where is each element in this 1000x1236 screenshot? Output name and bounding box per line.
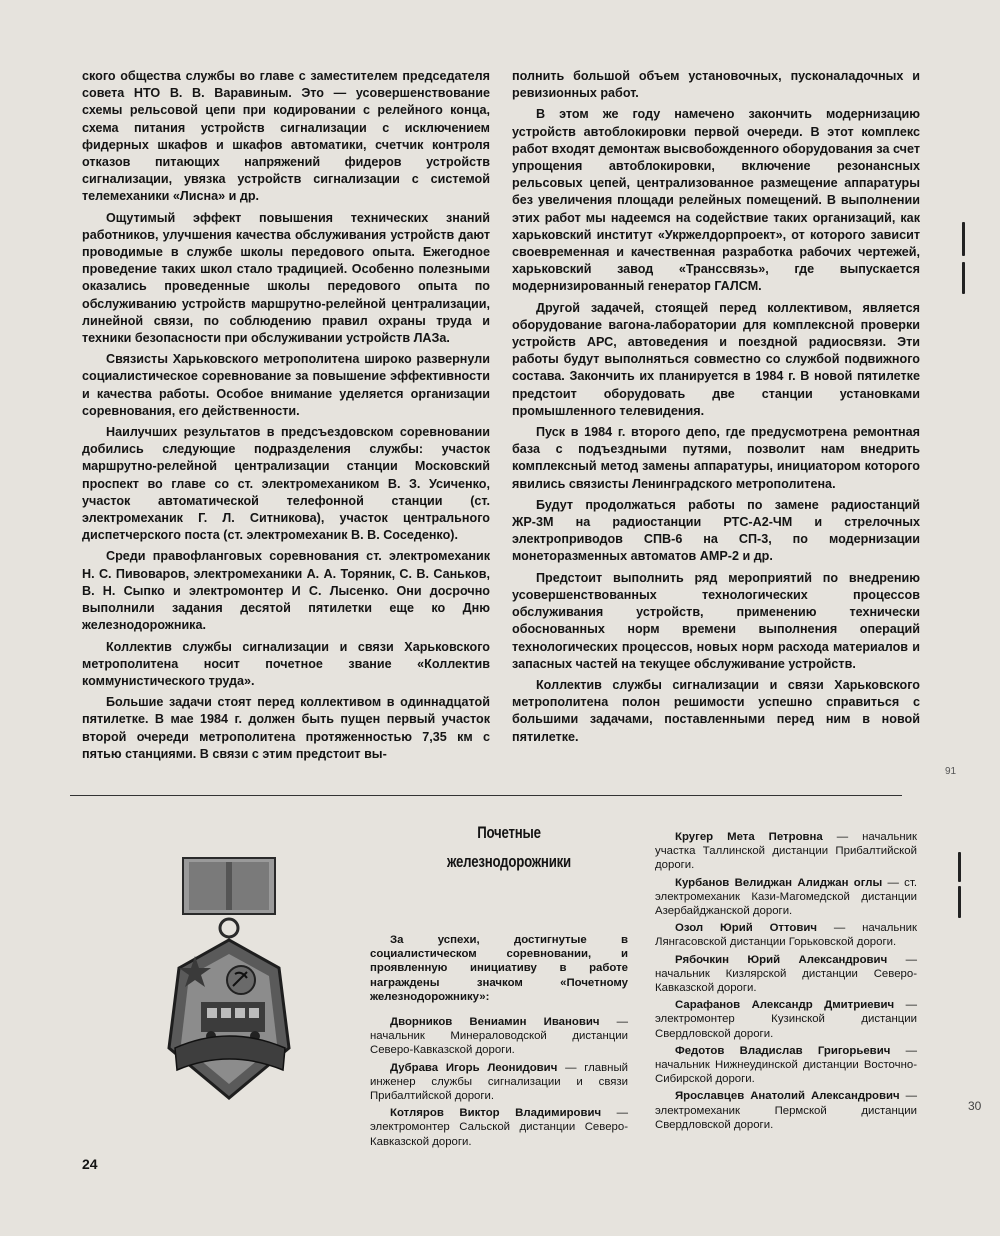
paragraph: Связисты Харьковского метрополитена широко развернули социалистическое соревнование за повышение эффективности и качества работы. Особое внимание уделяется организации соревнования, его действенности. [82,352,490,418]
person-desc: — начальник участка Таллинской дистанции Прибалтийской дороги. [655,831,917,872]
list-item [370,1061,628,1104]
person-desc: — главный инженер службы сигнализации и связи Прибалтийской дороги. [370,1061,629,1103]
paragraph: Коллектив службы сигнализации и связи Харьковского метрополитена носит почетное звание «Коллектив коммунистического труда». [82,639,490,688]
honorees-list-right [655,830,917,1135]
margin-mark [962,222,965,256]
section-divider [70,795,902,796]
page-number: 24 [82,1156,98,1172]
person-desc: — начальник Лянгасовской дистанции Горьковской дороги. [655,922,917,949]
margin-number: 91 [945,766,957,777]
margin-mark [958,852,961,882]
article-right-column [512,68,920,750]
list-item [655,921,917,949]
list-item [655,998,917,1041]
paragraph: Ощутимый эффект повышения технических знаний работников, улучшения качества обслуживания устройств дают проводимые в службе школы передового опыта. Ежегодное проведение таких школ стало традицией. Особенно полезными оказались проведенные школы передового опыта по обслуживанию устройств маршрутно-релейной централизации, линейной связи, по соблюдению правил охраны труда и техники безопасности при обслуживании устройств ЛАЗа. [82,210,490,346]
person-desc: — электромеханик Пермской дистанции Свердловской дороги. [655,1090,917,1131]
person-name: Ярославцев Анатолий Александрович [675,1090,900,1103]
honorary-railwayman-badge-icon [155,848,305,1108]
honors-intro [370,933,628,1007]
person-name: Кругер Мета Петровна [675,831,823,843]
honorees-list-middle [370,1015,628,1152]
person-name: Сарафанов Александр Дмитриевич [675,999,895,1012]
margin-mark [958,886,961,918]
person-desc: — начальник Кизлярской дистанции Северо-Кавказской дороги. [655,953,917,995]
list-item [655,1089,917,1132]
person-name: Федотов Владислав Григорьевич [675,1044,891,1057]
person-desc: — электромонтер Кузинской дистанции Свердловской дороги. [655,999,917,1040]
paragraph: Большие задачи стоят перед коллективом в одиннадцатой пятилетке. В мае 1984 г. должен быть пущен первый участок второй очереди метрополитена протяженностью 7,35 км с пятью станциями. В связи с этим предстоит вы- [82,695,490,761]
list-item [655,1044,917,1087]
person-name: Дворников Вениамин Иванович [390,1016,600,1028]
section-title-line1: Почетные [477,823,541,842]
paragraph: ского общества службы во главе с заместителем председателя совета НТО В. В. Варавиным. Это — усовершенствование схемы рельсовой цепи при кодировании с релейного конца, схема питания устройств сигнализации с исключением фидерных шкафов и шкафов автоматики, счетчик контроля отказов питающих напряжений фидеров устройств сигнализации, увязка устройств сигнализации с системой телемеханики «Лисна» и др. [82,69,490,204]
paragraph: Будут продолжаться работы по замене радиостанций ЖР-3М на радиостанции РТС-А2-ЧМ и стрелочных электроприводов СПВ-6 на СП-3, по модернизации монеторазменных автоматов АМР-2 и др. [512,497,920,564]
list-item [655,876,917,919]
intro-text: За успехи, достигнутые в социалистическом соревновании, и проявленную инициативу в работе награждены значком «Почетному железнодорожнику»: [370,934,628,1003]
list-item [655,953,917,996]
list-item [655,830,917,873]
margin-number: 30 [968,1099,982,1113]
paragraph: Коллектив службы сигнализации и связи Харьковского метрополитена полон решимости успешно справиться с большими задачами, поставленными перед ним в новой пятилетке. [512,677,920,744]
paragraph: В этом же году намечено закончить модернизацию устройств автоблокировки первой очереди. В этот комплекс работ входят демонтаж высвобожденного оборудования за счет упрощения автоблокировки, включение резонансных рельсовых цепей, централизованное размещение аппаратуры без увеличения площади релейных помещений. В выполнении этих работ мы надеемся на содействие таких организаций, как харьковский институт «Укржелдорпроект», от которого зависит своевременная и качественная разработка рабочих чертежей, харьковский завод «Транссвязь», где выпускается модернизированный генератор ГАЛСМ. [512,107,920,294]
person-name: Озол Юрий Оттович [675,922,818,935]
person-desc: — электромонтер Сальской дистанции Северо-Кавказской дороги. [370,1107,628,1148]
margin-mark [962,262,965,294]
person-desc: — ст. электромеханик Кази-Магомедской дистанции Азербайджанской дороги. [655,876,917,918]
person-name: Курбанов Велиджан Алиджан оглы [675,876,883,889]
section-title-line2: железнодорожники [447,852,571,871]
article-left-column [82,68,490,767]
paragraph: Предстоит выполнить ряд мероприятий по внедрению усовершенствованных технологических процессов обслуживания устройств, применению технически обоснованных норм времени выполнения операций технологических процессов, новых норм расхода материалов и запасных частей на текущее обслуживание устройств. [512,570,920,671]
paragraph: Среди правофланговых соревнования ст. электромеханик Н. С. Пивоваров, электромеханики А. А. Торяник, С. В. Саньков, В. Н. Сыпко и электромонтер И С. Лысенко. Они досрочно выполнили задания десятой пятилетки еще ко Дню железнодорожника. [82,549,490,633]
person-name: Котляров Виктор Владимирович [390,1107,602,1120]
list-item [370,1106,628,1149]
paragraph: Наилучших результатов в предсъездовском соревновании добились следующие подразделения службы: участок маршрутно-релейной централизации станции Московский проспект во главе со ст. электромехаником В. З. Усиченко, участок автоматической телефонной станции (ст. электромеханик Г. Л. Ситникова), участок центрального диспетчерского поста (ст. электромеханик В. В. Соседенко). [82,425,490,543]
person-name: Рябочкин Юрий Александрович [675,953,888,966]
paragraph: Пуск в 1984 г. второго депо, где предусмотрена ремонтная база с подъездными путями, позволит нам внедрить комплексный метод замены аппаратуры, инициатором которого явились связисты Ленинградского метрополитена. [512,425,920,491]
list-item [370,1015,628,1058]
person-desc: — начальник Нижнеудинской дистанции Восточно-Сибирской дороги. [655,1044,917,1086]
person-desc: — начальник Минераловодской дистанции Северо-Кавказской дороги. [370,1016,628,1057]
paragraph: Другой задачей, стоящей перед коллективом, является оборудование вагона-лаборатории для комплексной проверки устройств АРС, автоведения и поездной радиосвязи. Эти работы будут выполняться совместно со службой подвижного состава. Закончить их планируется в 1984 г. В новой пятилетке предстоит оборудовать две станции установками промышленного телевидения. [512,300,920,418]
paragraph: полнить большой объем установочных, пусконаладочных и ревизионных работ. [512,69,920,101]
person-name: Дубрава Игорь Леонидович [390,1061,558,1074]
